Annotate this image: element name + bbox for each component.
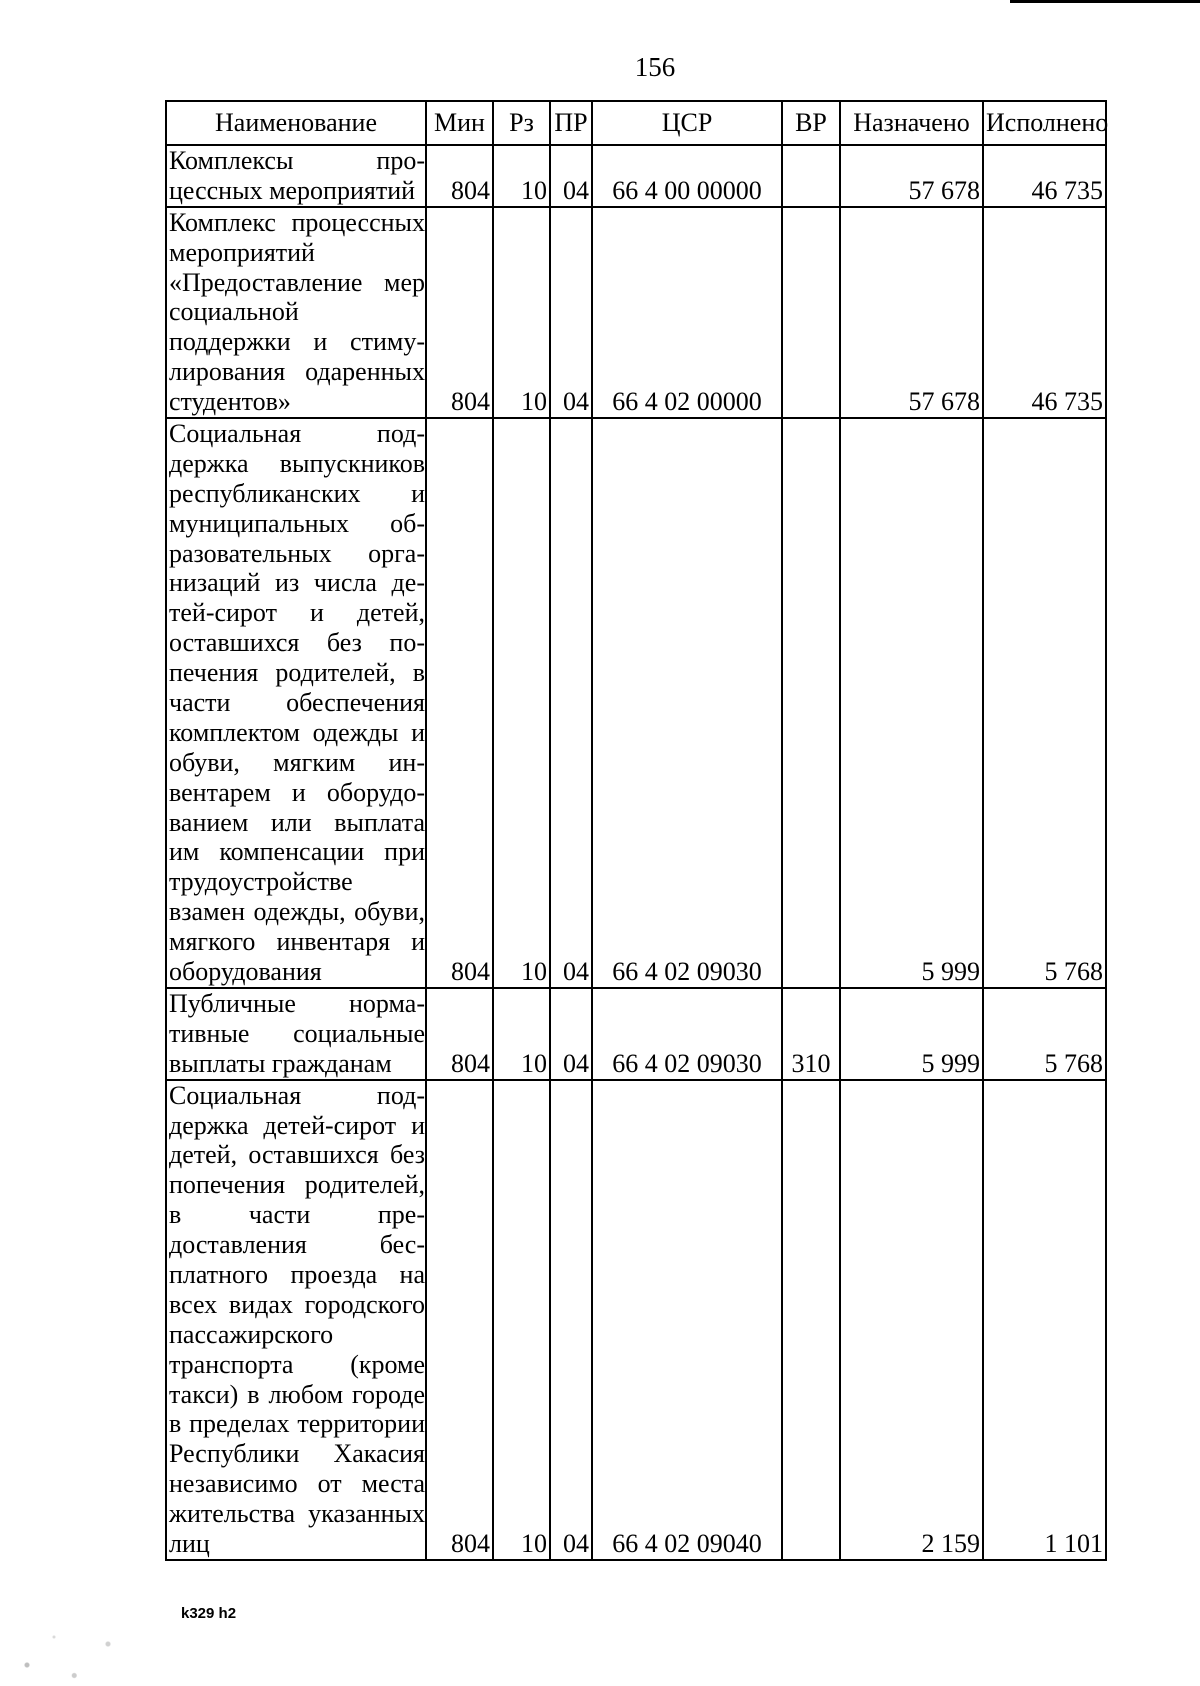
header-rz: Рз bbox=[493, 101, 550, 145]
table-header-row bbox=[166, 101, 1106, 145]
header-csr: ЦСР bbox=[592, 101, 782, 145]
row-name: Социальная поддержка выпускников республиканских и муниципальных образовательных организаций из числа детей-сирот и детей, оставшихся без попечения родителей, в части обеспечения комплектом одежды и обуви, мягким инвентарем и оборудованием или выплата им компенсации при трудоустройстве взамен одежды, обуви, мягкого инвентаря и оборудования bbox=[166, 418, 426, 988]
row-pr: 04 bbox=[550, 145, 592, 207]
row-rz: 10 bbox=[493, 988, 550, 1080]
header-pr: ПР bbox=[550, 101, 592, 145]
row-executed: 1 101 bbox=[983, 1080, 1106, 1560]
row-pr: 04 bbox=[550, 988, 592, 1080]
header-assigned: Назначено bbox=[840, 101, 983, 145]
row-vr bbox=[782, 1080, 840, 1560]
row-name: Публичные нормативные социальные выплаты гражданам bbox=[166, 988, 426, 1080]
row-csr: 66 4 00 00000 bbox=[592, 145, 782, 207]
row-vr: 310 bbox=[782, 988, 840, 1080]
row-assigned: 57 678 bbox=[840, 145, 983, 207]
table-row bbox=[166, 418, 1106, 988]
row-vr bbox=[782, 145, 840, 207]
row-executed: 5 768 bbox=[983, 988, 1106, 1080]
header-vr: ВР bbox=[782, 101, 840, 145]
row-name: Социальная поддержка детей-сирот и детей, оставшихся без попечения родителей, в части предоставления бесплатного проезда на всех видах городского пассажирского транспорта (кроме такси) в любом городе в пределах территории Республики Хакасия независимо от места жительства указанных лиц bbox=[166, 1080, 426, 1560]
row-name: Комплексы процессных мероприятий bbox=[166, 145, 426, 207]
top-edge-rule bbox=[1010, 0, 1200, 3]
row-assigned: 2 159 bbox=[840, 1080, 983, 1560]
row-executed: 46 735 bbox=[983, 207, 1106, 418]
row-vr bbox=[782, 418, 840, 988]
row-assigned: 5 999 bbox=[840, 988, 983, 1080]
row-rz: 10 bbox=[493, 207, 550, 418]
budget-execution-table bbox=[165, 100, 1107, 1561]
row-min: 804 bbox=[426, 207, 493, 418]
header-min: Мин bbox=[426, 101, 493, 145]
table-row bbox=[166, 207, 1106, 418]
row-pr: 04 bbox=[550, 207, 592, 418]
row-csr: 66 4 02 09030 bbox=[592, 988, 782, 1080]
row-csr: 66 4 02 09040 bbox=[592, 1080, 782, 1560]
row-min: 804 bbox=[426, 1080, 493, 1560]
scan-speckle bbox=[0, 1616, 135, 1686]
header-executed: Исполнено bbox=[983, 101, 1106, 145]
table-row bbox=[166, 988, 1106, 1080]
row-assigned: 5 999 bbox=[840, 418, 983, 988]
row-vr bbox=[782, 207, 840, 418]
row-name: Комплекс процессных мероприятий «Предоставление мер социальной поддержки и стимулирования одаренных студентов» bbox=[166, 207, 426, 418]
row-assigned: 57 678 bbox=[840, 207, 983, 418]
table-row bbox=[166, 145, 1106, 207]
row-pr: 04 bbox=[550, 418, 592, 988]
row-executed: 46 735 bbox=[983, 145, 1106, 207]
table-row bbox=[166, 1080, 1106, 1560]
row-rz: 10 bbox=[493, 145, 550, 207]
row-csr: 66 4 02 00000 bbox=[592, 207, 782, 418]
row-min: 804 bbox=[426, 418, 493, 988]
row-rz: 10 bbox=[493, 418, 550, 988]
page-number: 156 bbox=[634, 52, 676, 82]
header-name: Наименование bbox=[166, 101, 426, 145]
document-code: k329 h2 bbox=[181, 1605, 237, 1622]
row-csr: 66 4 02 09030 bbox=[592, 418, 782, 988]
row-min: 804 bbox=[426, 145, 493, 207]
row-rz: 10 bbox=[493, 1080, 550, 1560]
row-executed: 5 768 bbox=[983, 418, 1106, 988]
row-min: 804 bbox=[426, 988, 493, 1080]
row-pr: 04 bbox=[550, 1080, 592, 1560]
